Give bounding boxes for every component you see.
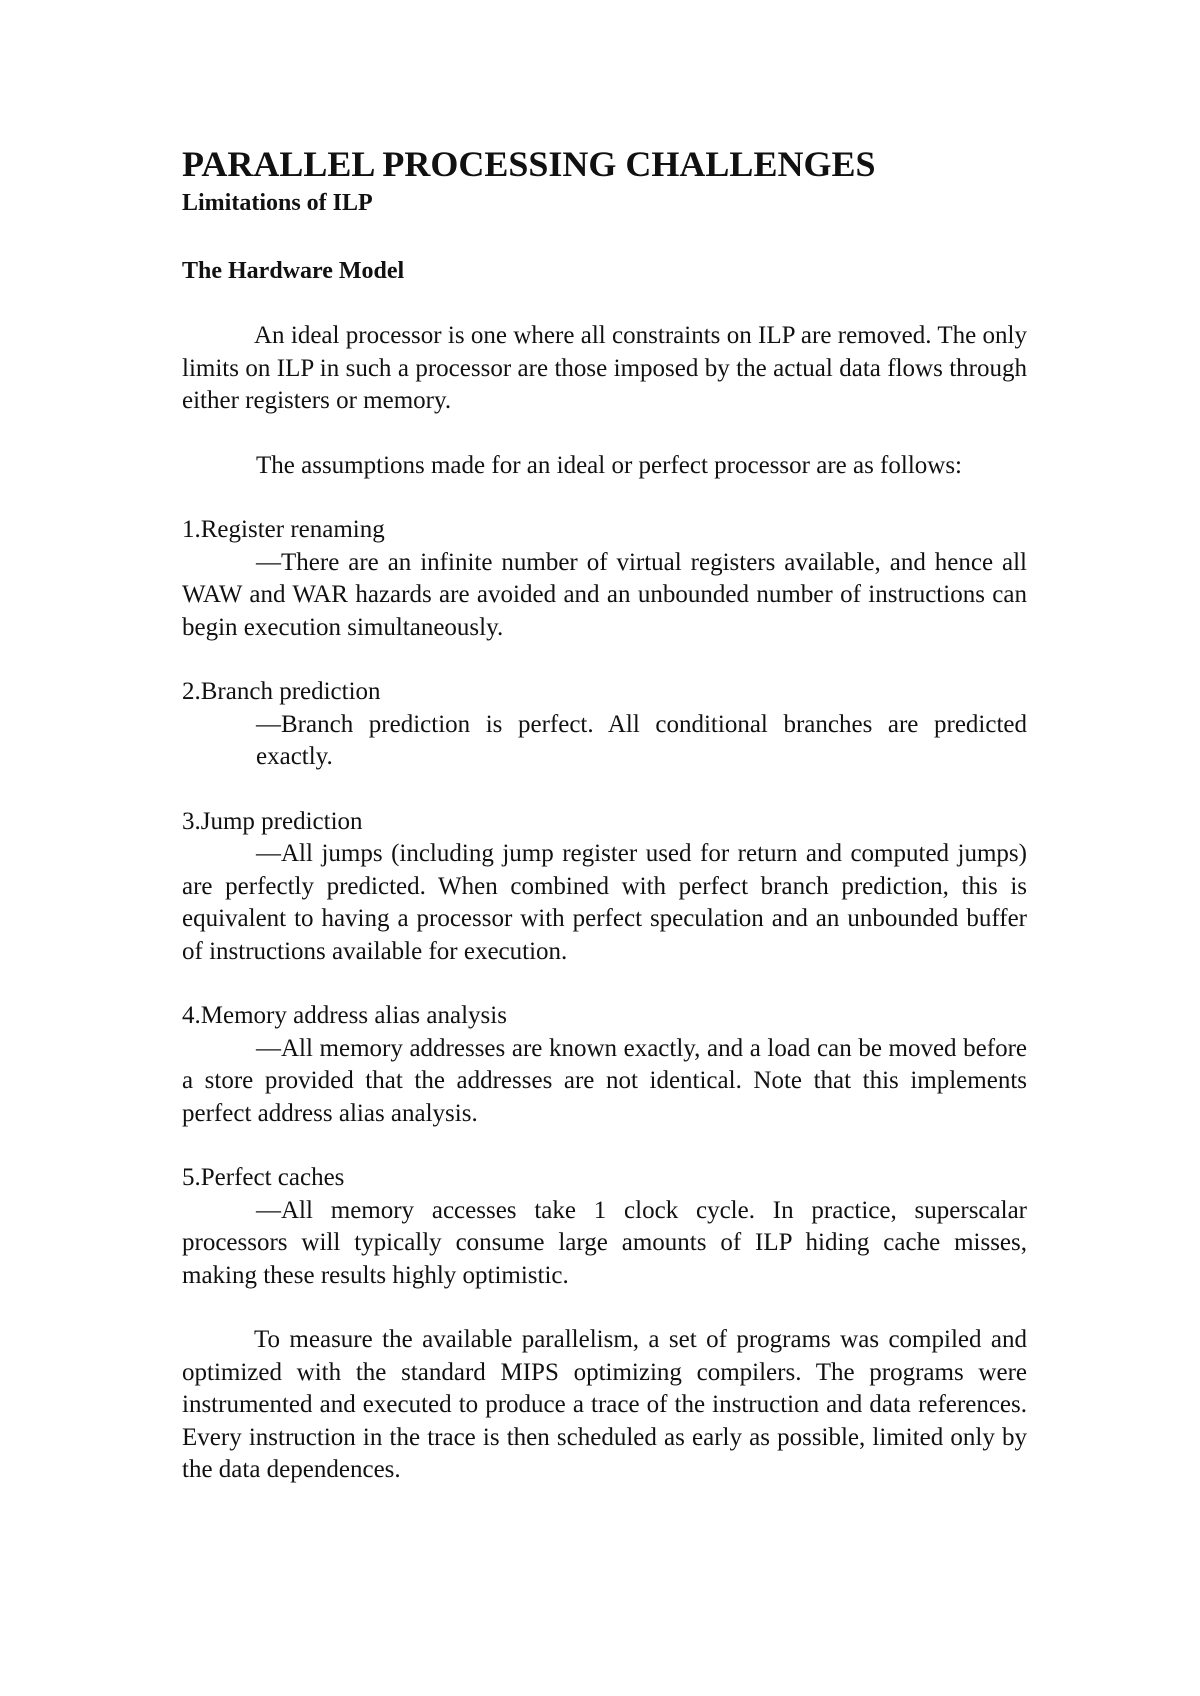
assumption-item-jump-prediction bbox=[182, 806, 1027, 969]
document-title: PARALLEL PROCESSING CHALLENGES bbox=[182, 144, 876, 184]
assumptions-intro: The assumptions made for an ideal or perfect processor are as follows: bbox=[256, 451, 963, 479]
section-heading-hardware-model: The Hardware Model bbox=[182, 258, 405, 284]
assumption-item-title: 3.Jump prediction bbox=[182, 807, 363, 835]
assumption-item-description: —All jumps (including jump register used for return and computed jumps) are perfectly predicted. When combined with perfect branch prediction, this is equivalent to having a processor with perfect speculation and an unbounded buffer of instructions available for execution. bbox=[182, 840, 1027, 965]
assumption-item-description: —All memory accesses take 1 clock cycle. In practice, superscalar processors will typically consume large amounts of ILP hiding cache misses, making these results highly optimistic. bbox=[182, 1196, 1027, 1289]
assumption-item-title: 4.Memory address alias analysis bbox=[182, 1002, 507, 1029]
assumption-item-description: —There are an infinite number of virtual registers available, and hence all WAW and WAR hazards are avoided and an unbounded number of instructions can begin execution simultaneously. bbox=[182, 548, 1027, 641]
closing-paragraph: To measure the available parallelism, a set of programs was compiled and optimized with the standard MIPS optimizing compilers. The programs were instrumented and executed to produce a trace of the instruction and data references. Every instruction in the trace is then scheduled as early as possible, limited only by the data dependences. bbox=[182, 1326, 1027, 1483]
assumption-item-title: 5.Perfect caches bbox=[182, 1164, 345, 1191]
intro-paragraph: An ideal processor is one where all constraints on ILP are removed. The only limits on ILP in such a processor are those imposed by the actual data flows through either registers or memory. bbox=[182, 322, 1027, 414]
document-subtitle: Limitations of ILP bbox=[182, 190, 373, 216]
assumption-item-title: 2.Branch prediction bbox=[182, 678, 381, 705]
assumption-item-title: 1.Register renaming bbox=[182, 516, 385, 543]
assumption-item-register-renaming bbox=[182, 514, 1027, 644]
assumption-item-description: —Branch prediction is perfect. All conditional branches are predicted exactly. bbox=[256, 710, 1027, 770]
assumption-item-description: —All memory addresses are known exactly, and a load can be moved before a store provided that the addresses are not identical. Note that this implements perfect address alias analysis. bbox=[182, 1034, 1027, 1127]
assumption-item-branch-prediction bbox=[182, 676, 1027, 774]
assumption-item-perfect-caches bbox=[182, 1162, 1027, 1292]
assumption-item-memory-alias-analysis bbox=[182, 1000, 1027, 1130]
document-page bbox=[182, 142, 1027, 1487]
